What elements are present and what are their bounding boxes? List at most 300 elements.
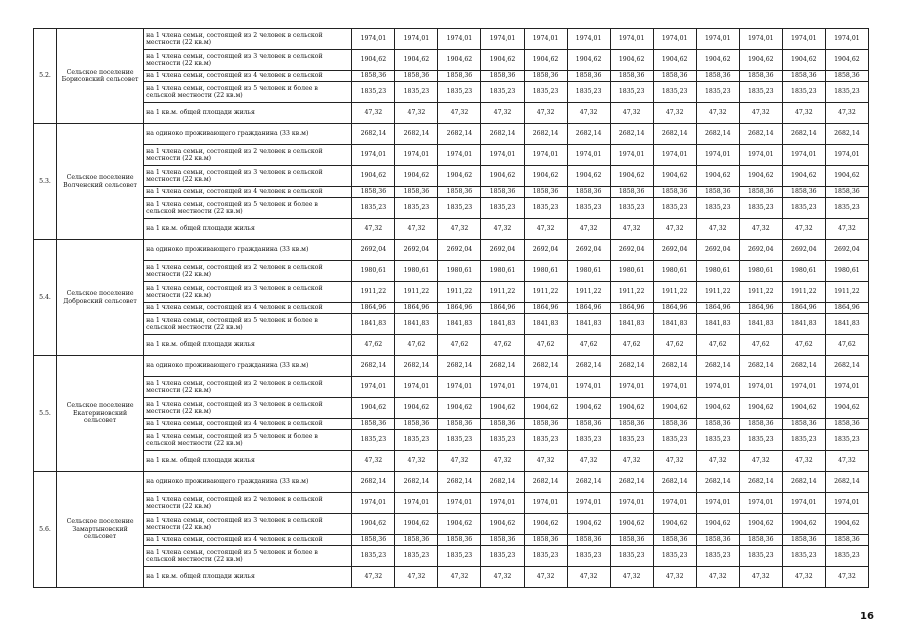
value-cell: 1864,96 [739,303,782,314]
municipality-name: Сельское поселение Борисовский сельсовет [57,29,144,124]
table-row [34,514,869,535]
value-cell: 1841,83 [653,314,696,335]
value-cell: 1841,83 [524,314,567,335]
value-cell: 1904,62 [739,50,782,71]
value-cell: 47,32 [653,567,696,588]
value-cell: 1864,96 [438,303,481,314]
value-cell: 1858,36 [782,71,825,82]
value-cell: 1974,01 [825,29,868,50]
value-cell: 47,32 [438,451,481,472]
value-cell: 1858,36 [481,71,524,82]
value-cell: 1980,61 [782,261,825,282]
value-cell: 47,32 [782,219,825,240]
value-cell: 1864,96 [610,303,653,314]
row-category: на одиноко проживающего гражданина (33 кв.м) [144,472,352,493]
value-cell: 1835,23 [438,82,481,103]
value-cell: 1904,62 [524,398,567,419]
value-cell: 1911,22 [782,282,825,303]
value-cell: 2682,14 [782,356,825,377]
value-cell: 1858,36 [825,535,868,546]
value-cell: 1911,22 [438,282,481,303]
value-cell: 1974,01 [782,145,825,166]
table-row [34,240,869,261]
value-cell: 1858,36 [567,419,610,430]
value-cell: 2692,04 [782,240,825,261]
section-number: 5.2. [34,29,57,124]
value-cell: 1858,36 [739,71,782,82]
value-cell: 1858,36 [352,71,395,82]
value-cell: 47,32 [438,103,481,124]
value-cell: 1904,62 [610,398,653,419]
value-cell: 1835,23 [524,546,567,567]
value-cell: 1864,96 [481,303,524,314]
value-cell: 1835,23 [653,198,696,219]
value-cell: 47,32 [610,219,653,240]
row-category: на 1 члена семьи, состоящей из 2 человек в сельской местности (22 кв.м) [144,377,352,398]
value-cell: 2682,14 [524,356,567,377]
value-cell: 1841,83 [395,314,438,335]
value-cell: 1904,62 [438,50,481,71]
value-cell: 47,32 [739,219,782,240]
municipality-name: Сельское поселение Замартыновский сельсовет [57,472,144,588]
value-cell: 47,32 [739,103,782,124]
value-cell: 1974,01 [524,377,567,398]
value-cell: 47,32 [524,567,567,588]
value-cell: 47,62 [524,335,567,356]
row-category: на 1 члена семьи, состоящей из 4 человек в сельской [144,535,352,546]
value-cell: 2682,14 [610,472,653,493]
value-cell: 1904,62 [610,166,653,187]
value-cell: 1841,83 [438,314,481,335]
value-cell: 1974,01 [739,145,782,166]
value-cell: 1835,23 [825,82,868,103]
value-cell: 1858,36 [438,187,481,198]
row-category: на одиноко проживающего гражданина (33 кв.м) [144,124,352,145]
value-cell: 2682,14 [395,472,438,493]
value-cell: 1974,01 [395,29,438,50]
row-category: на 1 члена семьи, состоящей из 4 человек в сельской [144,71,352,82]
value-cell: 1841,83 [352,314,395,335]
row-category: на 1 члена семьи, состоящей из 5 человек и более в сельской местности (22 кв.м) [144,82,352,103]
value-cell: 47,32 [352,567,395,588]
table-row [34,430,869,451]
value-cell: 1835,23 [782,430,825,451]
value-cell: 1911,22 [696,282,739,303]
value-cell: 1974,01 [610,29,653,50]
value-cell: 1904,62 [696,398,739,419]
value-cell: 1980,61 [438,261,481,282]
table-row [34,546,869,567]
table-row [34,493,869,514]
value-cell: 47,32 [567,451,610,472]
value-cell: 1974,01 [610,145,653,166]
section-number: 5.6. [34,472,57,588]
value-cell: 2682,14 [739,124,782,145]
row-category: на 1 члена семьи, состоящей из 5 человек и более в сельской местности (22 кв.м) [144,430,352,451]
row-category: на 1 члена семьи, состоящей из 5 человек и более в сельской местности (22 кв.м) [144,314,352,335]
section-number: 5.5. [34,356,57,472]
value-cell: 47,32 [524,103,567,124]
value-cell: 47,32 [481,219,524,240]
table-row [34,124,869,145]
value-cell: 1974,01 [739,29,782,50]
value-cell: 1904,62 [610,50,653,71]
value-cell: 1904,62 [696,50,739,71]
value-cell: 1835,23 [653,546,696,567]
value-cell: 47,62 [438,335,481,356]
value-cell: 1904,62 [481,50,524,71]
row-category: на 1 члена семьи, состоящей из 3 человек в сельской местности (22 кв.м) [144,282,352,303]
value-cell: 1835,23 [653,82,696,103]
value-cell: 1858,36 [653,187,696,198]
value-cell: 1974,01 [653,145,696,166]
value-cell: 1911,22 [610,282,653,303]
price-table [33,28,869,588]
value-cell: 1911,22 [825,282,868,303]
value-cell: 1904,62 [352,50,395,71]
value-cell: 2682,14 [825,356,868,377]
value-cell: 1904,62 [653,50,696,71]
value-cell: 47,32 [524,451,567,472]
row-category: на 1 кв.м. общей площади жилья [144,103,352,124]
value-cell: 1858,36 [524,71,567,82]
table-row [34,398,869,419]
value-cell: 1835,23 [696,198,739,219]
value-cell: 1904,62 [352,398,395,419]
value-cell: 1858,36 [696,419,739,430]
value-cell: 1904,62 [653,166,696,187]
value-cell: 1835,23 [567,430,610,451]
value-cell: 47,32 [782,567,825,588]
value-cell: 1974,01 [352,145,395,166]
value-cell: 1904,62 [524,50,567,71]
value-cell: 1904,62 [696,166,739,187]
value-cell: 1835,23 [567,546,610,567]
value-cell: 1974,01 [395,145,438,166]
value-cell: 1904,62 [352,166,395,187]
value-cell: 1904,62 [567,50,610,71]
value-cell: 1835,23 [395,546,438,567]
value-cell: 1904,62 [524,166,567,187]
table-row [34,335,869,356]
value-cell: 2692,04 [438,240,481,261]
value-cell: 2682,14 [825,124,868,145]
value-cell: 1980,61 [739,261,782,282]
value-cell: 1980,61 [352,261,395,282]
value-cell: 47,32 [825,219,868,240]
table-row [34,451,869,472]
value-cell: 1835,23 [739,82,782,103]
value-cell: 1835,23 [653,430,696,451]
value-cell: 1858,36 [524,535,567,546]
value-cell: 1858,36 [610,71,653,82]
row-category: на 1 кв.м. общей площади жилья [144,567,352,588]
value-cell: 1974,01 [438,377,481,398]
value-cell: 1864,96 [352,303,395,314]
value-cell: 1835,23 [782,82,825,103]
value-cell: 1904,62 [438,398,481,419]
value-cell: 1858,36 [524,419,567,430]
value-cell: 1974,01 [610,493,653,514]
value-cell: 1974,01 [825,377,868,398]
value-cell: 1904,62 [567,166,610,187]
value-cell: 1858,36 [481,535,524,546]
value-cell: 47,32 [825,567,868,588]
value-cell: 1974,01 [352,29,395,50]
value-cell: 1974,01 [782,377,825,398]
value-cell: 1974,01 [653,29,696,50]
value-cell: 47,62 [653,335,696,356]
table-row [34,377,869,398]
value-cell: 1835,23 [352,546,395,567]
value-cell: 2682,14 [438,472,481,493]
value-cell: 1974,01 [696,377,739,398]
value-cell: 1974,01 [782,29,825,50]
value-cell: 1904,62 [524,514,567,535]
value-cell: 1858,36 [395,419,438,430]
value-cell: 47,32 [653,451,696,472]
value-cell: 1858,36 [782,187,825,198]
municipality-name: Сельское поселение Добровский сельсовет [57,240,144,356]
row-category: на 1 члена семьи, состоящей из 2 человек в сельской местности (22 кв.м) [144,29,352,50]
value-cell: 2692,04 [739,240,782,261]
value-cell: 1841,83 [739,314,782,335]
value-cell: 1864,96 [653,303,696,314]
value-cell: 47,32 [438,219,481,240]
value-cell: 2682,14 [352,472,395,493]
value-cell: 1864,96 [825,303,868,314]
table-row [34,282,869,303]
value-cell: 47,62 [567,335,610,356]
table-row [34,419,869,430]
value-cell: 47,32 [825,103,868,124]
page-number: 16 [860,611,874,622]
table-body [34,29,869,588]
value-cell: 1980,61 [395,261,438,282]
value-cell: 1911,22 [524,282,567,303]
value-cell: 47,32 [739,567,782,588]
value-cell: 2682,14 [739,356,782,377]
value-cell: 1974,01 [481,145,524,166]
value-cell: 1841,83 [567,314,610,335]
value-cell: 1974,01 [653,493,696,514]
value-cell: 1858,36 [352,535,395,546]
value-cell: 1904,62 [395,514,438,535]
value-cell: 1904,62 [782,514,825,535]
value-cell: 1974,01 [438,29,481,50]
table-row [34,314,869,335]
value-cell: 1974,01 [739,493,782,514]
value-cell: 1904,62 [395,50,438,71]
value-cell: 1974,01 [352,377,395,398]
value-cell: 1835,23 [481,430,524,451]
value-cell: 47,32 [481,103,524,124]
value-cell: 1858,36 [352,187,395,198]
row-category: на 1 кв.м. общей площади жилья [144,335,352,356]
value-cell: 2682,14 [653,124,696,145]
value-cell: 1904,62 [782,398,825,419]
value-cell: 1974,01 [481,29,524,50]
row-category: на 1 кв.м. общей площади жилья [144,451,352,472]
table-row [34,82,869,103]
value-cell: 1974,01 [567,377,610,398]
value-cell: 47,32 [352,451,395,472]
value-cell: 1974,01 [352,493,395,514]
table-row [34,71,869,82]
value-cell: 1858,36 [352,419,395,430]
value-cell: 1904,62 [782,50,825,71]
value-cell: 47,32 [782,451,825,472]
row-category: на одиноко проживающего гражданина (33 кв.м) [144,240,352,261]
table-row [34,472,869,493]
value-cell: 1911,22 [653,282,696,303]
value-cell: 1904,62 [825,50,868,71]
value-cell: 1904,62 [782,166,825,187]
value-cell: 2682,14 [395,124,438,145]
value-cell: 1974,01 [524,29,567,50]
value-cell: 1864,96 [524,303,567,314]
table-row [34,567,869,588]
value-cell: 1858,36 [395,535,438,546]
value-cell: 1904,62 [610,514,653,535]
value-cell: 47,32 [524,219,567,240]
row-category: на 1 члена семьи, состоящей из 2 человек в сельской местности (22 кв.м) [144,493,352,514]
row-category: на 1 члена семьи, состоящей из 2 человек в сельской местности (22 кв.м) [144,261,352,282]
value-cell: 2682,14 [696,472,739,493]
value-cell: 1911,22 [481,282,524,303]
row-category: на 1 члена семьи, состоящей из 4 человек в сельской [144,303,352,314]
value-cell: 47,32 [696,567,739,588]
value-cell: 2682,14 [696,356,739,377]
value-cell: 1974,01 [395,377,438,398]
value-cell: 1835,23 [395,430,438,451]
value-cell: 1974,01 [395,493,438,514]
value-cell: 1974,01 [438,145,481,166]
value-cell: 1835,23 [524,430,567,451]
table-row [34,145,869,166]
value-cell: 1904,62 [739,514,782,535]
table-row [34,29,869,50]
value-cell: 47,32 [825,451,868,472]
value-cell: 47,32 [696,219,739,240]
value-cell: 1980,61 [524,261,567,282]
value-cell: 2682,14 [782,472,825,493]
value-cell: 1835,23 [567,82,610,103]
value-cell: 1974,01 [567,29,610,50]
table-row [34,50,869,71]
value-cell: 1911,22 [395,282,438,303]
value-cell: 47,32 [352,219,395,240]
value-cell: 47,62 [352,335,395,356]
value-cell: 47,32 [395,567,438,588]
value-cell: 1858,36 [739,535,782,546]
value-cell: 1974,01 [610,377,653,398]
value-cell: 1858,36 [739,419,782,430]
table-row [34,303,869,314]
table-row [34,166,869,187]
row-category: на 1 члена семьи, состоящей из 4 человек в сельской [144,419,352,430]
value-cell: 1904,62 [438,166,481,187]
value-cell: 47,32 [782,103,825,124]
value-cell: 1835,23 [610,198,653,219]
value-cell: 1835,23 [438,198,481,219]
value-cell: 2682,14 [782,124,825,145]
value-cell: 2682,14 [567,124,610,145]
value-cell: 1858,36 [610,187,653,198]
value-cell: 1835,23 [395,82,438,103]
value-cell: 2682,14 [739,472,782,493]
value-cell: 1858,36 [782,419,825,430]
value-cell: 1980,61 [610,261,653,282]
value-cell: 2692,04 [567,240,610,261]
value-cell: 1974,01 [739,377,782,398]
value-cell: 2682,14 [610,356,653,377]
value-cell: 1904,62 [825,514,868,535]
value-cell: 1858,36 [825,71,868,82]
value-cell: 1835,23 [825,430,868,451]
value-cell: 1974,01 [696,29,739,50]
value-cell: 47,32 [352,103,395,124]
value-cell: 1858,36 [696,187,739,198]
value-cell: 1904,62 [438,514,481,535]
value-cell: 1858,36 [481,419,524,430]
value-cell: 1974,01 [696,145,739,166]
value-cell: 47,32 [481,451,524,472]
value-cell: 1841,83 [782,314,825,335]
row-category: на одиноко проживающего гражданина (33 кв.м) [144,356,352,377]
value-cell: 1904,62 [825,166,868,187]
value-cell: 2692,04 [653,240,696,261]
value-cell: 1858,36 [653,419,696,430]
value-cell: 1841,83 [610,314,653,335]
value-cell: 2692,04 [352,240,395,261]
value-cell: 47,32 [481,567,524,588]
value-cell: 1974,01 [825,145,868,166]
value-cell: 1858,36 [782,535,825,546]
value-cell: 1835,23 [782,546,825,567]
value-cell: 1835,23 [524,198,567,219]
value-cell: 2682,14 [352,356,395,377]
value-cell: 1835,23 [567,198,610,219]
value-cell: 47,32 [395,451,438,472]
value-cell: 47,62 [395,335,438,356]
value-cell: 1858,36 [653,71,696,82]
value-cell: 1980,61 [653,261,696,282]
value-cell: 1835,23 [782,198,825,219]
value-cell: 1858,36 [739,187,782,198]
value-cell: 2682,14 [567,472,610,493]
row-category: на 1 члена семьи, состоящей из 2 человек в сельской местности (22 кв.м) [144,145,352,166]
table-row [34,198,869,219]
value-cell: 1858,36 [825,419,868,430]
value-cell: 2682,14 [524,124,567,145]
value-cell: 1904,62 [395,398,438,419]
value-cell: 1835,23 [438,430,481,451]
value-cell: 1904,62 [481,166,524,187]
table-row [34,261,869,282]
value-cell: 1841,83 [696,314,739,335]
value-cell: 1974,01 [782,493,825,514]
value-cell: 1835,23 [739,430,782,451]
value-cell: 47,32 [395,219,438,240]
row-category: на 1 члена семьи, состоящей из 4 человек в сельской [144,187,352,198]
value-cell: 2692,04 [696,240,739,261]
value-cell: 1904,62 [825,398,868,419]
value-cell: 2682,14 [395,356,438,377]
row-category: на 1 члена семьи, состоящей из 3 человек в сельской местности (22 кв.м) [144,166,352,187]
row-category: на 1 члена семьи, состоящей из 3 человек в сельской местности (22 кв.м) [144,398,352,419]
value-cell: 1858,36 [567,535,610,546]
